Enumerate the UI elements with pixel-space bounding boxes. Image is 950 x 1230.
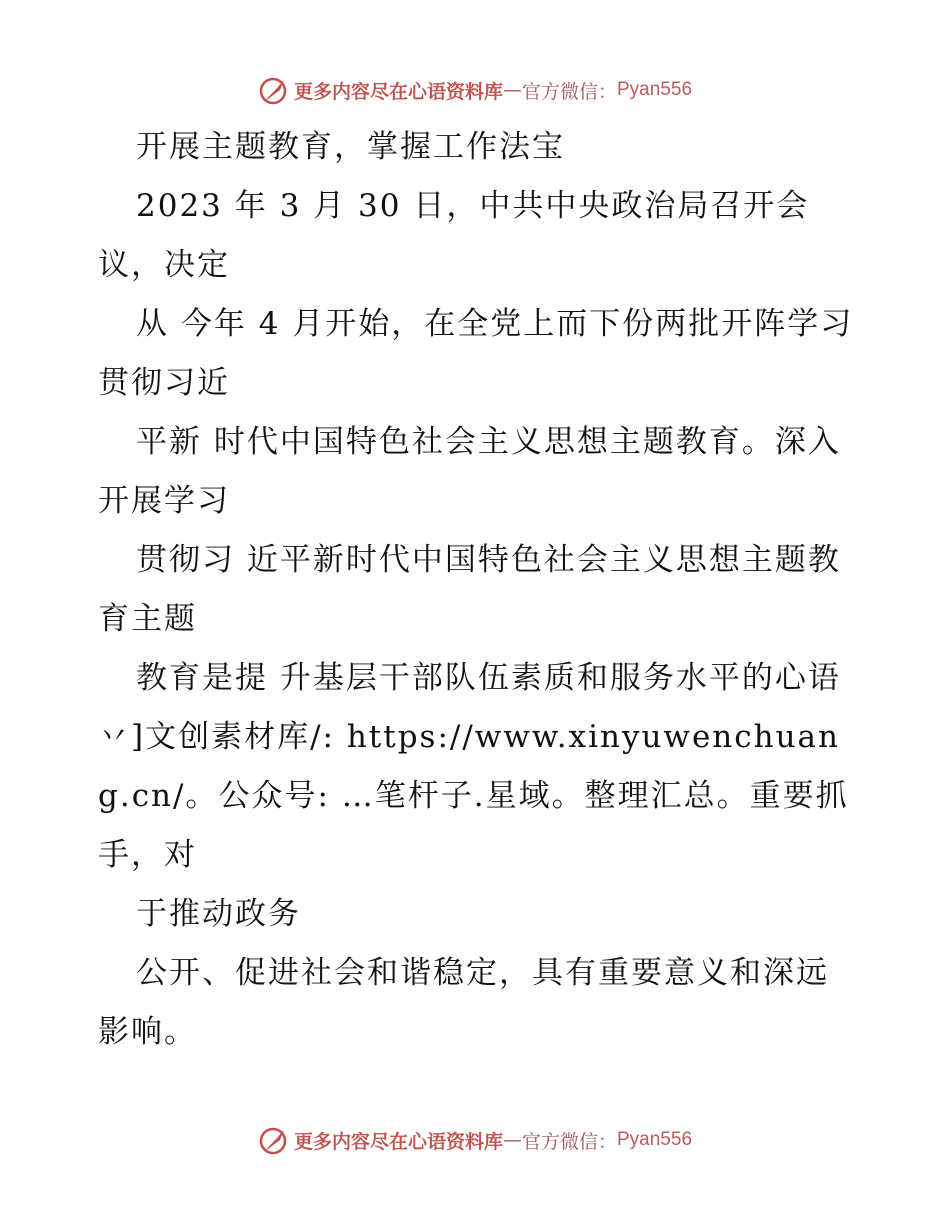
watermark-wechat-id: Pyan556	[617, 79, 693, 100]
paragraph: 从 今年 4 月开始，在全党上而下份两批开阵学习贯彻习近	[98, 306, 854, 401]
watermark-wechat-label: 官方微信：	[521, 1130, 617, 1153]
quill-pen-circle-icon	[258, 74, 290, 106]
watermark-wechat-label: 官方微信：	[521, 80, 617, 103]
paragraph: 公开、促进社会和谐稳定，具有重要意义和深远影响。	[98, 955, 829, 1050]
paragraph: 教育是提 升基层干部队伍素质和服务水平的心语丷]文创素材库/: https://www.xinyuwenchuang.cn/。公众号: …笔杆子.星域。整理汇总。重要抓手，对	[98, 660, 849, 873]
watermark-dash: —	[502, 79, 522, 101]
watermark-wechat-id: Pyan556	[617, 1129, 693, 1150]
document-body	[98, 118, 858, 1062]
paragraph: 贯彻习 近平新时代中国特色社会主义思想主题教育主题	[98, 542, 841, 637]
watermark-dash: —	[502, 1129, 522, 1151]
watermark-main-text: 更多内容尽在心语资料库	[293, 80, 503, 103]
paragraph-title: 开展主题教育，掌握工作法宝	[136, 129, 565, 165]
paragraph: 平新 时代中国特色社会主义思想主题教育。深入开展学习	[98, 424, 841, 519]
watermark-main-text: 更多内容尽在心语资料库	[293, 1130, 503, 1153]
paragraph: 2023 年 3 月 30 日，中共中央政治局召开会议，决定	[98, 188, 810, 283]
footer-watermark	[0, 1122, 950, 1158]
quill-pen-circle-icon	[258, 1124, 290, 1156]
paragraph: 于推动政务	[136, 896, 301, 932]
header-watermark	[0, 72, 950, 108]
